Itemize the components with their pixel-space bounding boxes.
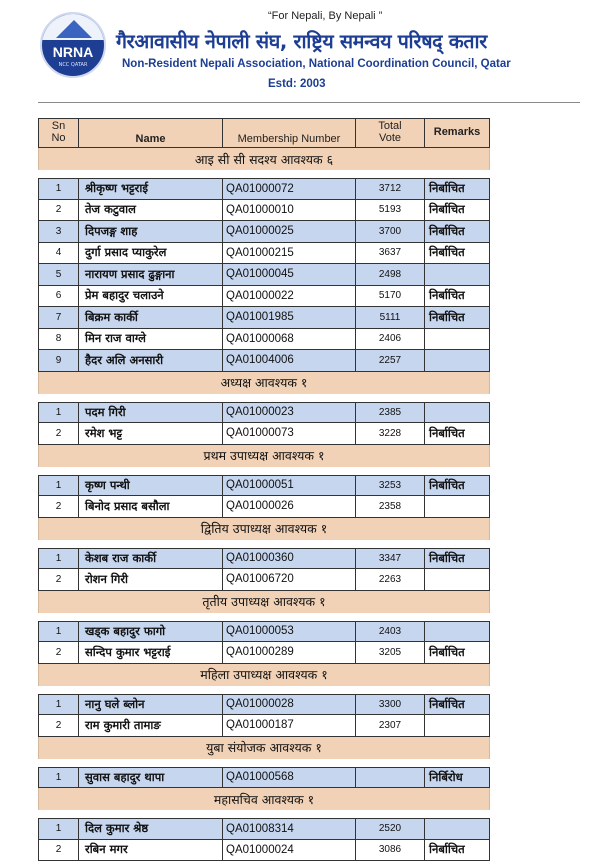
- organization-title-english: Non-Resident Nepali Association, National Coordination Council, Qatar: [122, 58, 511, 70]
- cell-total-vote: 5111: [356, 307, 425, 328]
- table-row: [38, 286, 490, 308]
- section-heading: प्रथम उपाध्यक्ष आवश्यक १: [38, 445, 490, 467]
- section-gap: [38, 394, 490, 402]
- section-gap: [38, 540, 490, 548]
- section-heading: महासचिव आवश्यक १: [38, 788, 490, 810]
- table-row: [38, 767, 490, 789]
- cell-sn: 4: [39, 243, 79, 264]
- cell-name: राम कुमारी तामाङ: [79, 715, 223, 736]
- cell-remarks: [425, 329, 489, 350]
- table-row: [38, 818, 490, 840]
- cell-membership-number: QA01000073: [223, 423, 356, 444]
- table-row: [38, 402, 490, 424]
- cell-sn: 1: [39, 403, 79, 423]
- column-header-membership: Membership Number: [223, 119, 356, 147]
- cell-total-vote: 2498: [356, 264, 425, 285]
- cell-remarks: [425, 569, 489, 590]
- section-heading: अध्यक्ष आवश्यक १: [38, 372, 490, 394]
- cell-sn: 2: [39, 642, 79, 663]
- cell-remarks: निर्बाचित: [425, 549, 489, 569]
- cell-total-vote: 3637: [356, 243, 425, 264]
- cell-name: श्रीकृष्ण भट्टराई: [79, 179, 223, 199]
- cell-sn: 1: [39, 768, 79, 788]
- cell-total-vote: 3712: [356, 179, 425, 199]
- table-row: [38, 642, 490, 664]
- cell-membership-number: QA01000187: [223, 715, 356, 736]
- column-header-sn: Sn No: [39, 119, 79, 147]
- cell-name: रोशन गिरी: [79, 569, 223, 590]
- table-row: [38, 350, 490, 372]
- table-row: [38, 200, 490, 222]
- cell-remarks: निर्बाचित: [425, 307, 489, 328]
- cell-name: तेज कटुवाल: [79, 200, 223, 221]
- section-gap: [38, 170, 490, 178]
- cell-total-vote: 2520: [356, 819, 425, 839]
- table-row: [38, 423, 490, 445]
- section-heading: तृतीय उपाध्यक्ष आवश्यक १: [38, 591, 490, 613]
- cell-name: सुवास बहादुर थापा: [79, 768, 223, 788]
- table-body: [38, 148, 490, 861]
- cell-sn: 1: [39, 819, 79, 839]
- table-row: [38, 694, 490, 716]
- cell-remarks: निर्बाचित: [425, 423, 489, 444]
- table-row: [38, 264, 490, 286]
- cell-total-vote: 2403: [356, 622, 425, 642]
- cell-name: नारायण प्रसाद ढुङ्गाना: [79, 264, 223, 285]
- section-heading: द्वितिय उपाध्यक्ष आवश्यक १: [38, 518, 490, 540]
- section-gap: [38, 467, 490, 475]
- table-row: [38, 496, 490, 518]
- column-header-remarks: Remarks: [425, 119, 489, 147]
- tagline: “For Nepali, By Nepali ”: [268, 10, 382, 22]
- mountain-icon: [56, 20, 92, 38]
- cell-membership-number: QA01000053: [223, 622, 356, 642]
- cell-sn: 2: [39, 423, 79, 444]
- cell-membership-number: QA01000289: [223, 642, 356, 663]
- cell-name: कृष्ण पन्थी: [79, 476, 223, 496]
- cell-name: हैदर अलि अनसारी: [79, 350, 223, 371]
- cell-membership-number: QA01008314: [223, 819, 356, 839]
- section-heading: महिला उपाध्यक्ष आवश्यक १: [38, 664, 490, 686]
- logo-subtext: NCC QATAR: [42, 62, 104, 68]
- section-heading: युबा संयोजक आवश्यक १: [38, 737, 490, 759]
- cell-name: पदम गिरी: [79, 403, 223, 423]
- logo-text: NRNA: [42, 44, 104, 60]
- cell-remarks: [425, 715, 489, 736]
- cell-sn: 1: [39, 695, 79, 715]
- cell-total-vote: 3086: [356, 840, 425, 861]
- cell-remarks: निर्बाचित: [425, 179, 489, 199]
- cell-name: दिपजङ्ग शाह: [79, 221, 223, 242]
- cell-membership-number: QA01000022: [223, 286, 356, 307]
- cell-name: सन्दिप कुमार भट्टराई: [79, 642, 223, 663]
- cell-name: बिनोद प्रसाद बसौला: [79, 496, 223, 517]
- table-row: [38, 715, 490, 737]
- cell-sn: 9: [39, 350, 79, 371]
- cell-name: प्रेम बहादुर चलाउने: [79, 286, 223, 307]
- cell-name: दुर्गा प्रसाद प्याकुरेल: [79, 243, 223, 264]
- cell-membership-number: QA01000568: [223, 768, 356, 788]
- cell-remarks: निर्बाचित: [425, 695, 489, 715]
- cell-sn: 1: [39, 476, 79, 496]
- cell-total-vote: 2358: [356, 496, 425, 517]
- cell-name: केशब राज कार्की: [79, 549, 223, 569]
- cell-membership-number: QA01004006: [223, 350, 356, 371]
- table-row: [38, 243, 490, 265]
- cell-total-vote: 3700: [356, 221, 425, 242]
- cell-total-vote: 2406: [356, 329, 425, 350]
- cell-membership-number: QA01006720: [223, 569, 356, 590]
- cell-membership-number: QA01000215: [223, 243, 356, 264]
- section-gap: [38, 810, 490, 818]
- cell-sn: 1: [39, 549, 79, 569]
- cell-sn: 2: [39, 200, 79, 221]
- cell-remarks: [425, 264, 489, 285]
- cell-membership-number: QA01000028: [223, 695, 356, 715]
- table-row: [38, 475, 490, 497]
- cell-sn: 5: [39, 264, 79, 285]
- cell-name: मिन राज वाग्ले: [79, 329, 223, 350]
- column-header-total-vote: Total Vote: [356, 119, 425, 147]
- cell-sn: 1: [39, 179, 79, 199]
- table-row: [38, 569, 490, 591]
- section-gap: [38, 686, 490, 694]
- cell-remarks: [425, 350, 489, 371]
- cell-total-vote: 2307: [356, 715, 425, 736]
- cell-membership-number: QA01000023: [223, 403, 356, 423]
- section-gap: [38, 613, 490, 621]
- cell-sn: 8: [39, 329, 79, 350]
- cell-sn: 6: [39, 286, 79, 307]
- nrna-logo: [40, 12, 106, 78]
- cell-name: बिक्रम कार्की: [79, 307, 223, 328]
- cell-sn: 3: [39, 221, 79, 242]
- cell-remarks: निर्बाचित: [425, 642, 489, 663]
- cell-sn: 1: [39, 622, 79, 642]
- table-row: [38, 221, 490, 243]
- cell-sn: 2: [39, 569, 79, 590]
- cell-name: दिल कुमार श्रेष्ठ: [79, 819, 223, 839]
- cell-remarks: निर्बाचित: [425, 840, 489, 861]
- cell-total-vote: 3253: [356, 476, 425, 496]
- cell-membership-number: QA01000024: [223, 840, 356, 861]
- election-results-table: [38, 118, 490, 861]
- cell-membership-number: QA01000360: [223, 549, 356, 569]
- cell-total-vote: 3205: [356, 642, 425, 663]
- table-row: [38, 548, 490, 570]
- table-row: [38, 840, 490, 861]
- cell-remarks: निर्बाचित: [425, 200, 489, 221]
- cell-total-vote: 3347: [356, 549, 425, 569]
- cell-membership-number: QA01000045: [223, 264, 356, 285]
- table-header-row: [38, 118, 490, 148]
- cell-remarks: निर्बाचित: [425, 221, 489, 242]
- cell-name: नानु घले ब्लोन: [79, 695, 223, 715]
- cell-remarks: निर्बाचित: [425, 243, 489, 264]
- cell-membership-number: QA01000025: [223, 221, 356, 242]
- cell-name: रमेश भट्ट: [79, 423, 223, 444]
- cell-remarks: निर्बाचित: [425, 286, 489, 307]
- cell-sn: 2: [39, 496, 79, 517]
- header-divider: [38, 102, 580, 103]
- cell-sn: 2: [39, 840, 79, 861]
- table-row: [38, 329, 490, 351]
- cell-name: खड्क बहादुर फागो: [79, 622, 223, 642]
- cell-membership-number: QA01000068: [223, 329, 356, 350]
- cell-sn: 7: [39, 307, 79, 328]
- cell-total-vote: 5193: [356, 200, 425, 221]
- table-row: [38, 621, 490, 643]
- document-header: [0, 0, 610, 104]
- cell-total-vote: 3300: [356, 695, 425, 715]
- cell-membership-number: QA01000010: [223, 200, 356, 221]
- cell-remarks: [425, 403, 489, 423]
- section-gap: [38, 759, 490, 767]
- cell-membership-number: QA01000051: [223, 476, 356, 496]
- table-row: [38, 178, 490, 200]
- cell-remarks: [425, 496, 489, 517]
- cell-total-vote: 2257: [356, 350, 425, 371]
- table-row: [38, 307, 490, 329]
- organization-title-nepali: गैरआवासीय नेपाली संघ, राष्ट्रिय समन्वय परिषद् कतार: [116, 27, 487, 54]
- cell-total-vote: 3228: [356, 423, 425, 444]
- cell-membership-number: QA01000026: [223, 496, 356, 517]
- cell-total-vote: 2385: [356, 403, 425, 423]
- section-heading: आइ सी सी सदश्य आवश्यक ६: [38, 148, 490, 170]
- cell-membership-number: QA01000072: [223, 179, 356, 199]
- cell-name: रबिन मगर: [79, 840, 223, 861]
- cell-remarks: [425, 819, 489, 839]
- cell-remarks: निर्बिरोध: [425, 768, 489, 788]
- cell-total-vote: 2263: [356, 569, 425, 590]
- cell-membership-number: QA01001985: [223, 307, 356, 328]
- cell-total-vote: 5170: [356, 286, 425, 307]
- cell-total-vote: [356, 768, 425, 788]
- column-header-name: Name: [79, 119, 223, 147]
- cell-remarks: निर्बाचित: [425, 476, 489, 496]
- cell-remarks: [425, 622, 489, 642]
- cell-sn: 2: [39, 715, 79, 736]
- established-year: Estd: 2003: [268, 78, 326, 90]
